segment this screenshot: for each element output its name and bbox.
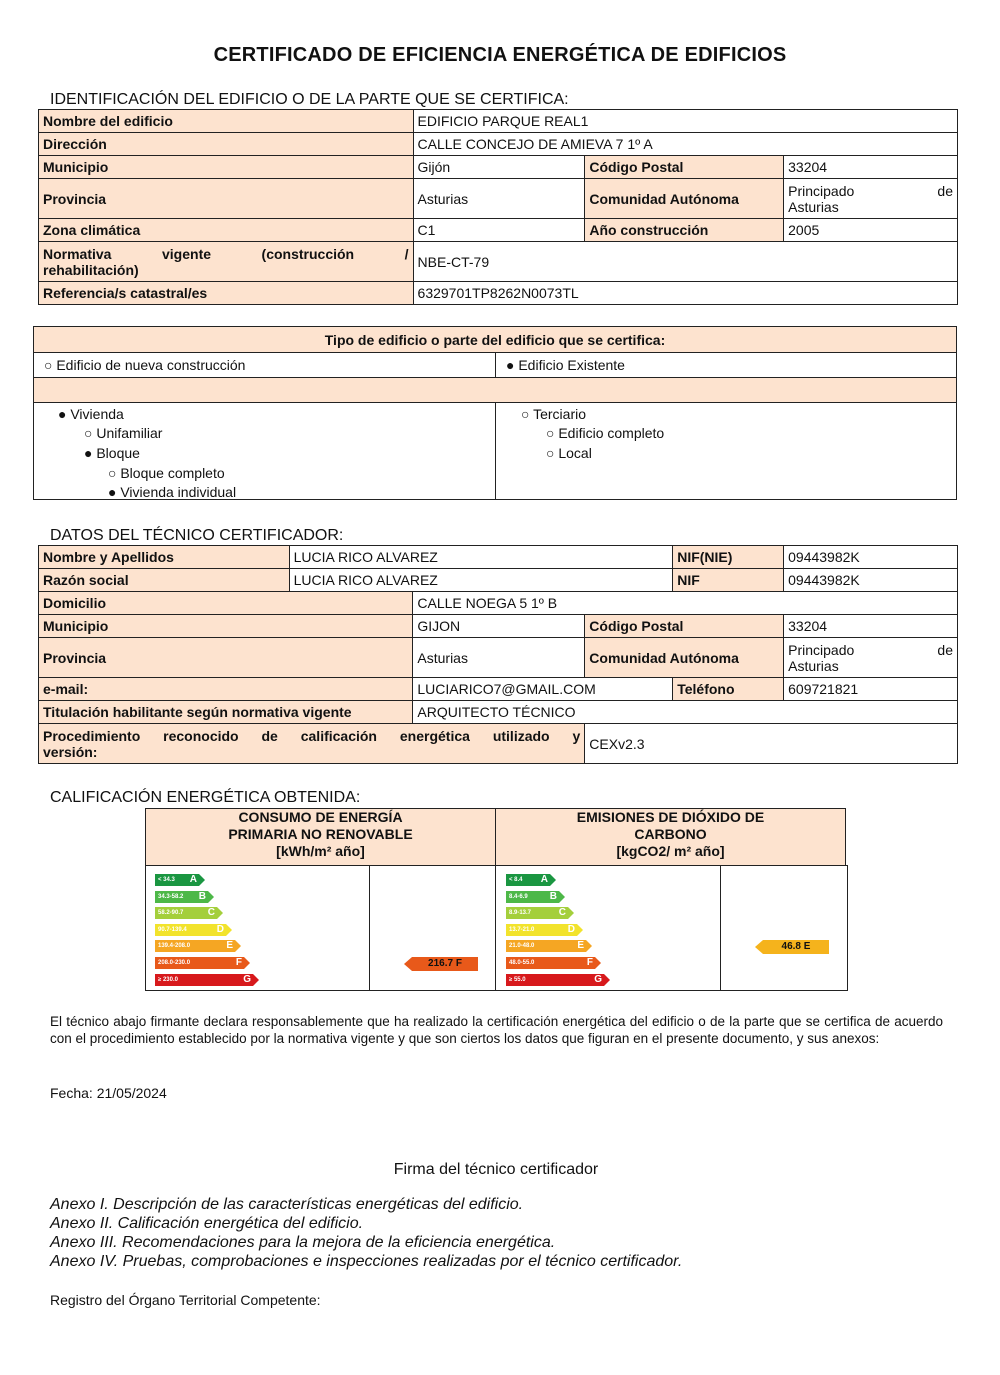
consumo-bar-a bbox=[155, 874, 199, 886]
value-referencia-catastral: 6329701TP8262N0073TL bbox=[413, 282, 957, 305]
value-direccion: CALLE CONCEJO DE AMIEVA 7 1º A bbox=[413, 133, 957, 156]
consumo-bar-e bbox=[155, 940, 235, 952]
tipo-divider-1 bbox=[495, 353, 496, 378]
consumo-letter-f: F bbox=[235, 957, 242, 968]
consumo-range-f: 208.0-230.0 bbox=[158, 960, 191, 966]
section-title-tecnico: DATOS DEL TÉCNICO CERTIFICADOR: bbox=[50, 527, 344, 544]
value-procedimiento: CEXv2.3 bbox=[585, 724, 958, 764]
consumo-header-line-1: CONSUMO DE ENERGÍA bbox=[238, 809, 403, 825]
tipo-edificio-heading: Tipo de edificio o parte del edificio que se certifica: bbox=[34, 327, 956, 353]
consumo-letter-b: B bbox=[198, 890, 206, 902]
anexo-3-text: Recomendaciones para la mejora de la eficiencia energética. bbox=[117, 1234, 556, 1251]
label-telefono: Teléfono bbox=[673, 678, 784, 701]
consumo-range-g: ≥ 230.0 bbox=[158, 976, 178, 983]
emisiones-bar-f bbox=[506, 957, 595, 969]
option-terciario: ○ Terciario bbox=[521, 406, 586, 422]
anexo-3-label: Anexo III. bbox=[50, 1234, 118, 1251]
consumo-header-line-2: PRIMARIA NO RENOVABLE bbox=[228, 826, 413, 842]
emisiones-letter-a: A bbox=[540, 874, 548, 885]
label-procedimiento-line-1: Procedimiento reconocido de calificación energética utilizado y bbox=[43, 727, 581, 744]
value-ca-line-1: Principado de bbox=[788, 182, 953, 199]
tipo-divider-2 bbox=[495, 403, 496, 499]
anexo-2 bbox=[50, 1215, 363, 1233]
value-municipio: Gijón bbox=[413, 156, 585, 179]
consumo-range-b: 34.3-58.2 bbox=[158, 893, 184, 900]
option-bloque-completo: ○ Bloque completo bbox=[108, 465, 225, 481]
anexo-1-label: Anexo I. bbox=[50, 1196, 109, 1213]
declaracion-text: El técnico abajo firmante declara responsablemente que ha realizado la certificación energética del edificio o de la parte que se certifica de acuerdo con el procedimiento establecido por la normativa vigente y que son ciertos los datos que figuran en el presente documento, y sus anexos: bbox=[50, 1014, 943, 1046]
emisiones-bar-g bbox=[506, 974, 604, 986]
label-nif-nie: NIF(NIE) bbox=[673, 546, 784, 569]
anexo-4 bbox=[50, 1253, 682, 1271]
emisiones-bar-a bbox=[506, 874, 550, 886]
consumo-letter-e: E bbox=[226, 940, 233, 952]
consumo-bar-b bbox=[155, 891, 208, 903]
consumo-letter-a: A bbox=[189, 874, 197, 885]
label-procedimiento bbox=[39, 724, 585, 764]
value-zona-climatica: C1 bbox=[413, 219, 585, 242]
value-tecnico-ca-line-2: Asturias bbox=[788, 657, 839, 674]
anexo-2-label: Anexo II. bbox=[50, 1215, 114, 1232]
label-provincia: Provincia bbox=[39, 179, 414, 219]
label-comunidad-autonoma: Comunidad Autónoma bbox=[585, 179, 784, 219]
consumo-value-cell bbox=[369, 865, 496, 991]
emisiones-letter-g: G bbox=[594, 973, 602, 985]
option-bloque: ● Bloque bbox=[84, 445, 140, 461]
emisiones-range-g: ≥ 55.0 bbox=[509, 976, 526, 983]
value-nombre-edificio: EDIFICIO PARQUE REAL1 bbox=[413, 110, 957, 133]
option-vivienda-individual: ● Vivienda individual bbox=[108, 484, 237, 500]
firma-label: Firma del técnico certificador bbox=[393, 1161, 599, 1178]
emisiones-letter-e: E bbox=[577, 940, 584, 952]
consumo-range-a: < 34.3 bbox=[158, 877, 175, 883]
consumo-range-d: 90.7-139.4 bbox=[158, 926, 187, 933]
emisiones-header-line-2: CARBONO bbox=[634, 826, 707, 842]
label-tecnico-municipio: Municipio bbox=[39, 615, 413, 638]
label-tecnico-provincia: Provincia bbox=[39, 638, 413, 678]
label-referencia-catastral: Referencia/s catastral/es bbox=[39, 282, 414, 305]
label-domicilio: Domicilio bbox=[39, 592, 413, 615]
value-tecnico-comunidad-autonoma bbox=[784, 638, 958, 678]
consumo-range-c: 58.2-90.7 bbox=[158, 910, 184, 917]
tipo-spacer-row bbox=[34, 378, 956, 403]
tecnico-table bbox=[38, 545, 958, 764]
anexo-2-text: Calificación energética del edificio. bbox=[113, 1215, 364, 1232]
tipo-edificio-box bbox=[33, 326, 957, 500]
value-tecnico-ca-line-1: Principado de bbox=[788, 641, 953, 658]
identificacion-table bbox=[38, 109, 958, 305]
label-municipio: Municipio bbox=[39, 156, 414, 179]
emisiones-letter-b: B bbox=[549, 890, 557, 902]
value-nif: 09443982K bbox=[784, 569, 958, 592]
consumo-range-e: 139.4-208.0 bbox=[158, 943, 191, 950]
consumo-header bbox=[145, 808, 496, 866]
emisiones-header bbox=[495, 808, 846, 866]
label-codigo-postal: Código Postal bbox=[585, 156, 784, 179]
option-unifamiliar: ○ Unifamiliar bbox=[84, 425, 163, 441]
consumo-rating-marker: 216.7 F bbox=[412, 957, 478, 971]
value-anio-construccion: 2005 bbox=[784, 219, 958, 242]
document-title: CERTIFICADO DE EFICIENCIA ENERGÉTICA DE EDIFICIOS bbox=[213, 44, 787, 66]
emisiones-letter-f: F bbox=[586, 957, 593, 968]
label-zona-climatica: Zona climática bbox=[39, 219, 414, 242]
emisiones-range-f: 48.0-55.0 bbox=[509, 960, 535, 966]
label-email: e-mail: bbox=[39, 678, 413, 701]
consumo-letter-d: D bbox=[216, 923, 224, 935]
label-nombre-edificio: Nombre del edificio bbox=[39, 110, 414, 133]
label-normativa-line-2: rehabilitación) bbox=[43, 261, 139, 278]
consumo-bar-g bbox=[155, 974, 253, 986]
label-titulacion: Titulación habilitante según normativa vigente bbox=[39, 701, 413, 724]
label-nombre-apellidos: Nombre y Apellidos bbox=[39, 546, 290, 569]
value-nombre-apellidos: LUCIA RICO ALVAREZ bbox=[289, 546, 673, 569]
option-edificio-existente: ● Edificio Existente bbox=[506, 357, 625, 373]
section-title-calificacion: CALIFICACIÓN ENERGÉTICA OBTENIDA: bbox=[50, 789, 361, 806]
value-normativa: NBE-CT-79 bbox=[413, 242, 957, 282]
anexo-3 bbox=[50, 1234, 555, 1252]
value-email: LUCIARICO7@GMAIL.COM bbox=[413, 678, 673, 701]
label-nif: NIF bbox=[673, 569, 784, 592]
emisiones-bar-d bbox=[506, 924, 577, 936]
option-nueva-construccion: ○ Edificio de nueva construcción bbox=[44, 357, 246, 373]
value-codigo-postal: 33204 bbox=[784, 156, 958, 179]
emisiones-letter-d: D bbox=[567, 923, 575, 935]
anexo-4-label: Anexo IV. bbox=[50, 1253, 119, 1270]
emisiones-bar-c bbox=[506, 907, 568, 919]
emisiones-range-e: 21.0-48.0 bbox=[509, 943, 535, 950]
consumo-bar-c bbox=[155, 907, 217, 919]
value-titulacion: ARQUITECTO TÉCNICO bbox=[413, 701, 958, 724]
label-normativa-line-1: Normativa vigente (construcción / bbox=[43, 245, 409, 262]
emisiones-bar-b bbox=[506, 891, 559, 903]
value-tecnico-provincia: Asturias bbox=[413, 638, 585, 678]
value-nif-nie: 09443982K bbox=[784, 546, 958, 569]
value-tecnico-municipio: GIJON bbox=[413, 615, 585, 638]
value-telefono: 609721821 bbox=[784, 678, 958, 701]
value-domicilio: CALLE NOEGA 5 1º B bbox=[413, 592, 958, 615]
consumo-bar-f bbox=[155, 957, 244, 969]
label-anio-construccion: Año construcción bbox=[585, 219, 784, 242]
value-comunidad-autonoma bbox=[784, 179, 958, 219]
fecha: Fecha: 21/05/2024 bbox=[50, 1085, 167, 1101]
emisiones-range-d: 13.7-21.0 bbox=[509, 926, 535, 933]
consumo-bar-d bbox=[155, 924, 226, 936]
section-title-identificacion: IDENTIFICACIÓN DEL EDIFICIO O DE LA PARTE QUE SE CERTIFICA: bbox=[50, 91, 569, 108]
value-razon-social: LUCIA RICO ALVAREZ bbox=[289, 569, 673, 592]
emisiones-letter-c: C bbox=[558, 907, 566, 919]
emisiones-value-cell bbox=[720, 865, 848, 991]
label-direccion: Dirección bbox=[39, 133, 414, 156]
emisiones-header-line-1: EMISIONES DE DIÓXIDO DE bbox=[576, 809, 765, 825]
consumo-letter-c: C bbox=[207, 907, 215, 919]
emisiones-range-b: 8.4-6.9 bbox=[509, 893, 528, 900]
registro-label: Registro del Órgano Territorial Competente: bbox=[50, 1292, 321, 1308]
anexo-1-text: Descripción de las características energéticas del edificio. bbox=[108, 1196, 524, 1213]
option-edificio-completo: ○ Edificio completo bbox=[546, 425, 665, 441]
emisiones-range-c: 8.9-13.7 bbox=[509, 910, 532, 917]
label-tecnico-codigo-postal: Código Postal bbox=[585, 615, 784, 638]
emisiones-bar-e bbox=[506, 940, 586, 952]
consumo-letter-g: G bbox=[243, 973, 251, 985]
emisiones-range-a: < 8.4 bbox=[509, 877, 523, 883]
anexo-1 bbox=[50, 1196, 523, 1214]
value-tecnico-codigo-postal: 33204 bbox=[784, 615, 958, 638]
value-ca-line-2: Asturias bbox=[788, 198, 839, 215]
value-provincia: Asturias bbox=[413, 179, 585, 219]
emisiones-header-line-3: [kgCO2/ m² año] bbox=[616, 843, 725, 859]
consumo-header-line-3: [kWh/m² año] bbox=[276, 843, 365, 859]
emisiones-rating-marker: 46.8 E bbox=[763, 940, 829, 954]
label-procedimiento-line-2: versión: bbox=[43, 743, 98, 760]
option-vivienda: ● Vivienda bbox=[58, 406, 124, 422]
option-local: ○ Local bbox=[546, 445, 592, 461]
anexo-4-text: Pruebas, comprobaciones e inspecciones realizadas por el técnico certificador. bbox=[118, 1253, 683, 1270]
label-tecnico-comunidad-autonoma: Comunidad Autónoma bbox=[585, 638, 784, 678]
label-razon-social: Razón social bbox=[39, 569, 290, 592]
label-normativa bbox=[39, 242, 414, 282]
